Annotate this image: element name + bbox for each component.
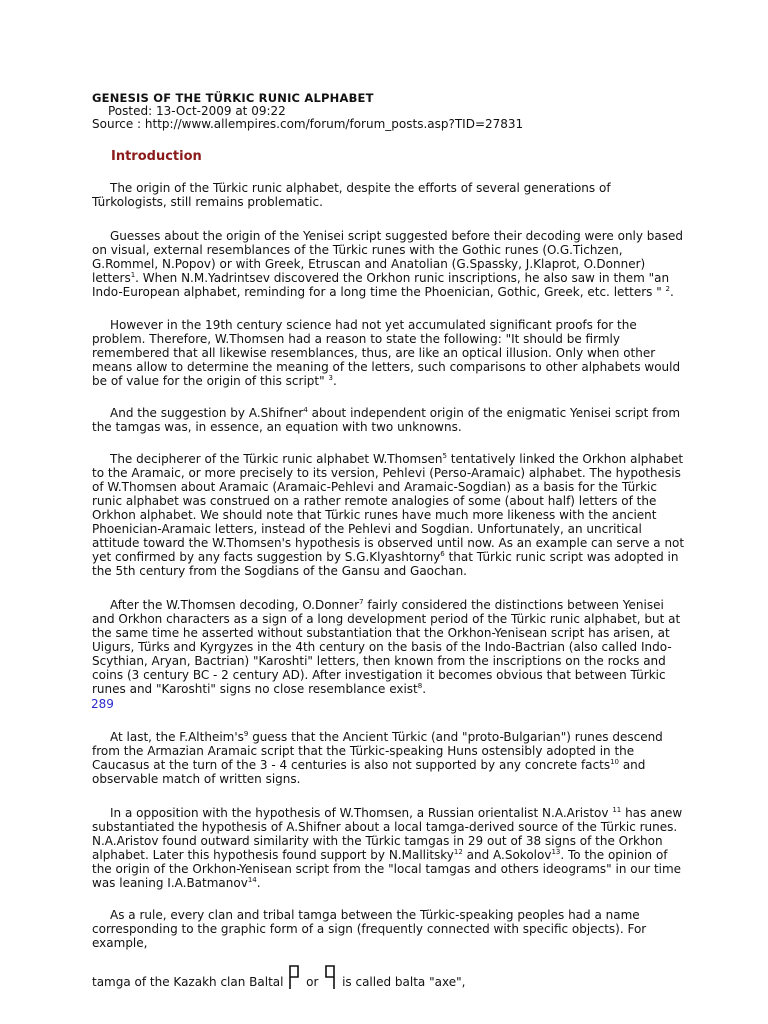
footnote-ref: 4 <box>303 406 308 414</box>
footnote-ref: 10 <box>610 758 620 766</box>
footnote-ref: 12 <box>453 848 463 856</box>
section-heading-introduction: Introduction <box>111 149 202 164</box>
footnote-ref: 7 <box>359 598 364 606</box>
paragraph: After the W.Thomsen decoding, O.Donner$^7$ fairly considered the distinctions between Yenisei and Orkhon characters as a sign of a long development period of the Türkic runic alphabet, but at the same time he asserted without substantiation that the Orkhon-Yenisean script has arisen, at Uigurs, Türks and Kyrgyzes in the 4th century on the basis of the Indo-Bactrian (also called Indo-Scythian, Aryan, Bactrian) "Karoshti" letters, then known from the inscriptions on the rocks and coins (3 century BC - 2 century AD). After investigation it becomes obvious that between Türkic runes and "Karoshti" signs no close resemblance exist$^8$. <box>92 598 681 696</box>
footnote-ref: 3 <box>328 374 333 382</box>
source-line: Source : http://www.allempires.com/forum/forum_posts.asp?TID=27831 <box>92 117 524 131</box>
footnote-ref: 13 <box>551 848 561 856</box>
paragraph: At last, the $F.Altheim's^9$ guess that the Ancient Türkic (and "proto-Bulgarian") runes descend from the Armazian Aramaic script that the Türkic-speaking Huns ostensibly adopted in the Caucasus at the turn of the 3 - 4 centuries is also not supported by any concrete facts$^{10}$ and observable match of written signs. <box>92 730 663 786</box>
tamga-glyph-2-icon <box>324 964 336 990</box>
paragraph: However in the 19th century science had not yet accumulated significant proofs for the problem. Therefore, W.Thomsen had a reason to state the following: "It should be firmly remembered that all likewise resemblances, thus, are like an optical illusion. Only when other means allow to determine the meaning of the letters, such comparisons to other alphabets would be of value for the origin of this script" $^3$. <box>92 318 681 388</box>
document-header <box>92 92 732 131</box>
footnote-ref: 1 <box>130 271 136 279</box>
paragraph: Guesses about the origin of the Yenisei script suggested before their decoding were only based on visual, external resemblances of the Türkic runes with the Gothic runes (O.G.Tichzen, G.Rommel, N.Popov) or with Greek, Etruscan and Anatolian (G.Spassky, J.Klaprot, O.Donner) letters$^1$. When N.M.Yadrintsev discovered the Orkhon runic inscriptions, he also saw in them "an Indo-European alphabet, reminding for a long time the Phoenician, Gothic, Greek, etc. letters " $^2$. <box>92 229 684 299</box>
paragraph: In a opposition with the hypothesis of W.Thomsen, a Russian orientalist N.A.Aristov $^{11}$ has anew substantiated the hypothesis of A.Shifner about a local tamga-derived source of the Türkic runes. N.A.Aristov found outward similarity with the Türkic tamgas in 29 out of 38 signs of the Orkhon alphabet. Later this hypothesis found support by N.Mallitsky$^{12}$ and A.Sokolov$^{13}$. To the opinion of the origin of the Orkhon-Yenisean script from the "local tamgas and others ideograms" in our time was leaning I.A.Batmanov$^{14}$. <box>92 806 683 890</box>
footnote-ref: 9 <box>243 730 249 738</box>
tamga-example-line: tamga of the Kazakh clan Baltal or is called balta "axe", <box>92 964 732 989</box>
paragraph: As a rule, every clan and tribal tamga between the Türkic-speaking peoples had a name corresponding to the graphic form of a sign (frequently connected with specific objects). For example, <box>92 908 647 950</box>
posted-date: Posted: 13-Oct-2009 at 09:22 <box>108 104 286 118</box>
page-number: 289 <box>91 697 114 711</box>
footnote-ref: 5 <box>442 452 447 460</box>
paragraph: The decipherer of the Türkic runic alphabet W.Thomsen$^5$ tentatively linked the Orkhon alphabet to the Aramaic, or more precisely to its version, Pehlevi (Perso-Aramaic) alphabet. The hypothesis of W.Thomsen about Aramaic (Aramaic-Pehlevi and Aramaic-Sogdian) as a basis for the Türkic runic alphabet was construed on a rather remote analogies of some (about half) letters of the Orkhon alphabet. We should note that Türkic runes have much more likeness with the ancient Phoenician-Aramaic letters, instead of the Pehlevi and Sogdian. Unfortunately, an uncritical attitude toward the W.Thomsen's hypothesis is observed until now. As an example can serve a not yet confirmed by any facts suggestion by S.G.Klyashtorny$^6$ that Türkic runic script was adopted in the 5th century from the Sogdians of the Gansu and Gaochan. <box>92 452 685 578</box>
footnote-ref: 2 <box>665 285 671 293</box>
footnote-ref: 6 <box>440 550 445 558</box>
tamga-glyph-1-icon <box>288 964 300 990</box>
footnote-ref: 8 <box>417 682 423 690</box>
paragraph: And the suggestion by A.Shifner$^4$ about independent origin of the enigmatic Yenisei script from the tamgas was, in essence, an equation with two unknowns. <box>92 406 681 434</box>
article-title: GENESIS OF THE TÜRKIC RUNIC ALPHABET <box>92 91 374 105</box>
paragraph: The origin of the Türkic runic alphabet, despite the efforts of several generations of Türkologists, still remains problematic. <box>92 181 611 209</box>
footnote-ref: 11 <box>612 806 622 814</box>
footnote-ref: 14 <box>247 876 257 884</box>
